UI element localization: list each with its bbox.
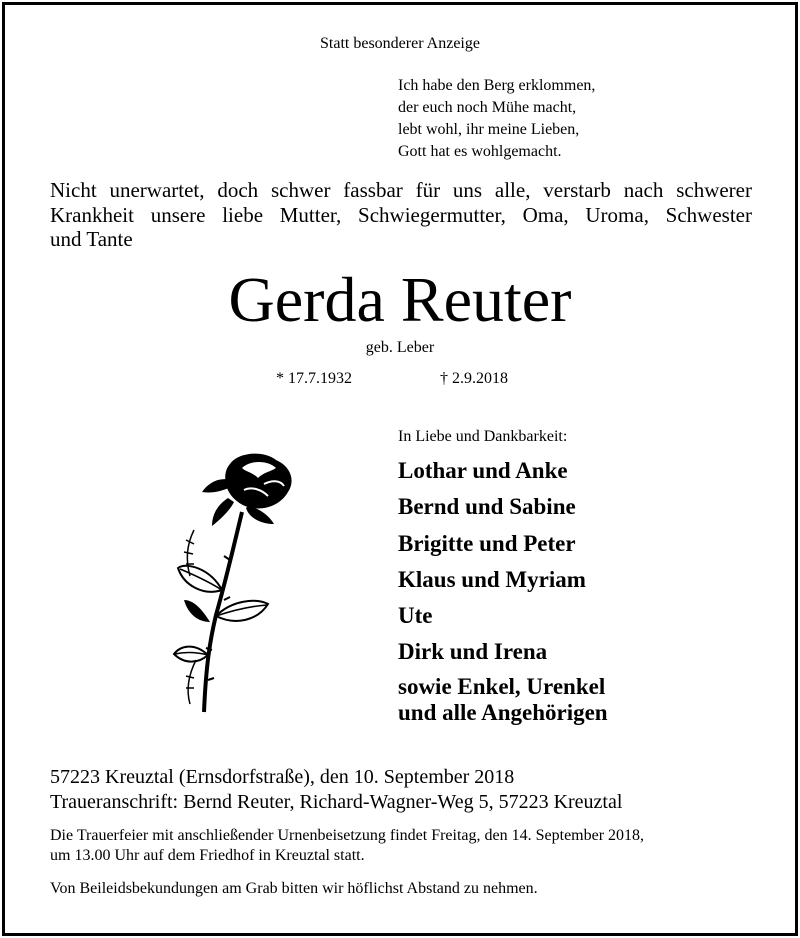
intro-line: Nicht unerwartet, doch schwer fassbar für uns alle, verstarb nach schwerer: [50, 178, 752, 202]
intro-line: Krankheit unsere liebe Mutter, Schwiegermutter, Oma, Uroma, Schwester: [50, 202, 752, 227]
deceased-name: Gerda Reuter: [228, 264, 572, 335]
intro-text: [50, 178, 752, 252]
death-date: † 2.9.2018: [440, 370, 508, 387]
rose-icon: [172, 450, 312, 725]
condolence-note: Von Beileidsbekundungen am Grab bitten wir höflichst Abstand zu nehmen.: [50, 880, 538, 897]
family-member: Lothar und Anke: [398, 458, 568, 483]
birth-name: geb. Leber: [365, 339, 435, 356]
family-member: Ute: [398, 603, 433, 629]
ceremony-info: [50, 826, 760, 866]
family-member: Brigitte und Peter: [398, 530, 576, 556]
birth-date: * 17.7.1932: [276, 370, 352, 387]
thanks-line: In Liebe und Dankbarkeit:: [398, 428, 568, 445]
poem-line: lebt wohl, ihr meine Lieben,: [398, 121, 580, 138]
family-closing: und alle Angehörigen: [398, 699, 608, 725]
ceremony-line: um 13.00 Uhr auf dem Friedhof in Kreuztal statt.: [50, 847, 365, 864]
family-list: [398, 456, 608, 726]
poem-line: der euch noch Mühe macht,: [398, 99, 577, 116]
poem-line: Ich habe den Berg erklommen,: [398, 77, 596, 94]
notice-header: Statt besonderer Anzeige: [320, 35, 480, 52]
intro-line: und Tante: [50, 227, 133, 251]
family-member: Klaus und Myriam: [398, 566, 586, 592]
family-closing: sowie Enkel, Urenkel: [398, 673, 606, 699]
poem: [398, 75, 595, 163]
place-and-address: [50, 765, 622, 815]
ceremony-line: Die Trauerfeier mit anschließender Urnenbeisetzung findet Freitag, den 14. September 2018,: [50, 827, 645, 844]
family-member: Bernd und Sabine: [398, 494, 576, 520]
poem-line: Gott hat es wohlgemacht.: [398, 143, 562, 160]
mourning-address: Traueranschrift: Bernd Reuter, Richard-Wagner-Weg 5, 57223 Kreuztal: [50, 791, 623, 813]
family-member: Dirk und Irena: [398, 639, 548, 665]
place-date-line: 57223 Kreuztal (Ernsdorfstraße), den 10. September 2018: [50, 766, 515, 788]
